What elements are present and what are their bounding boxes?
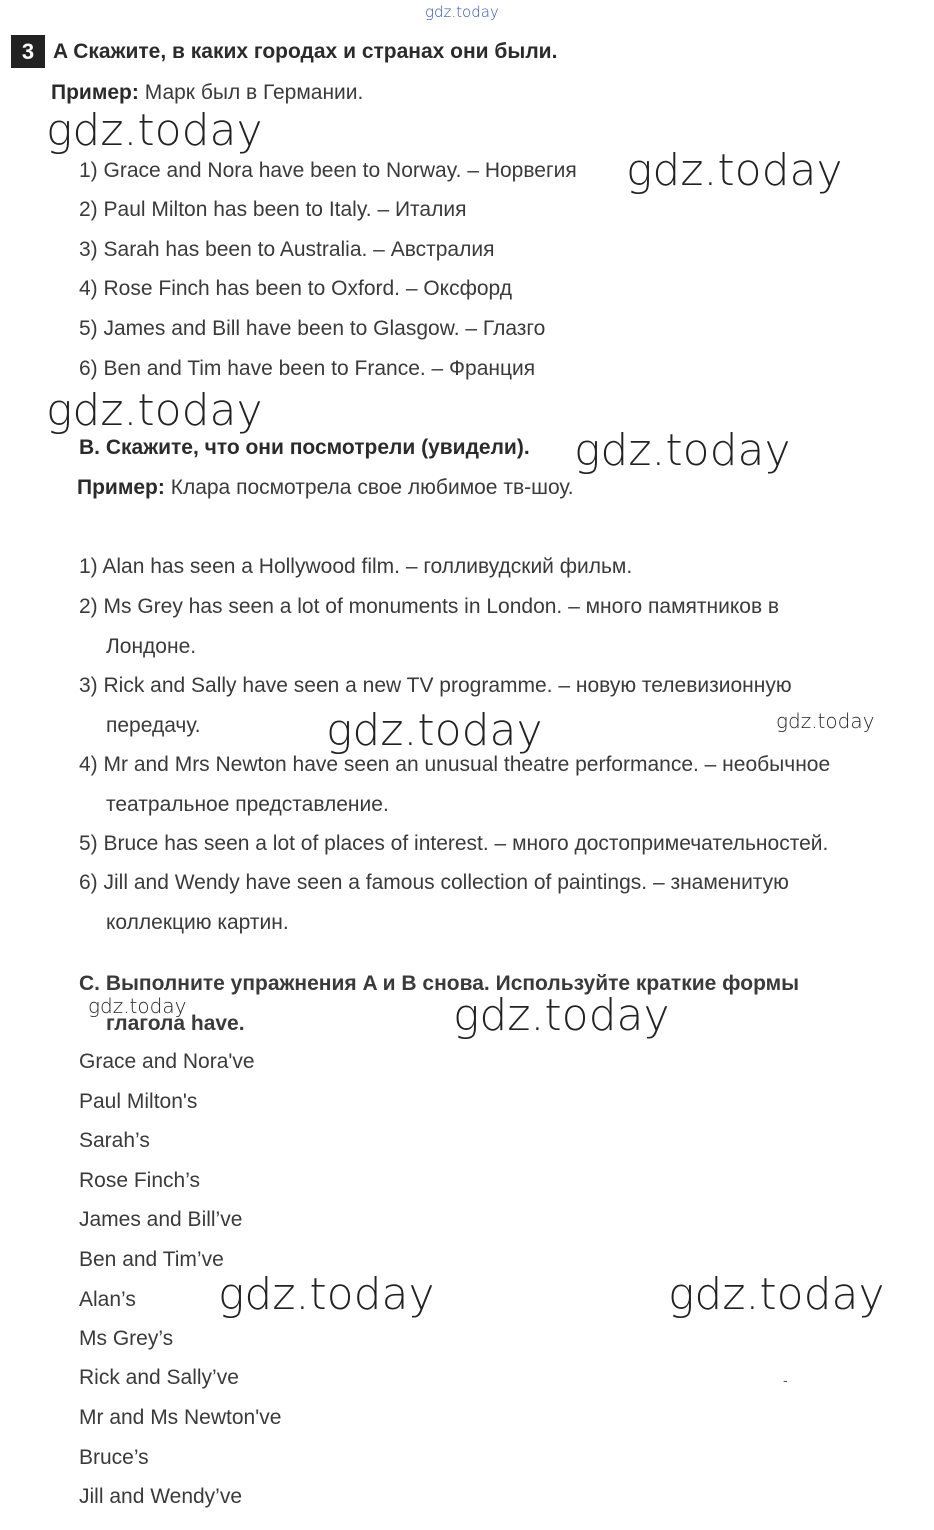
example-text: Клара посмотрела свое любимое тв-шоу. [164, 476, 574, 499]
part-b-item [79, 824, 918, 864]
part-b-item-continuation: театральное представление. [106, 792, 389, 816]
part-a-item: 5) James and Bill have been to Glasgow. – Глазго [79, 317, 546, 340]
part-b-item-line: 2) Ms Grey has seen a lot of monuments in London. – много памятников в [79, 595, 780, 618]
part-c-title-line1: C. Выполните упражнения A и B снова. Используйте краткие формы [79, 972, 800, 995]
part-c-item: Rick and Sally’ve [79, 1366, 239, 1389]
watermark-top: gdz.today [425, 3, 499, 21]
watermark: gdz.today [326, 705, 543, 756]
stray-mark: - [783, 1372, 788, 1388]
part-b-item-continuation: коллекцию картин. [106, 910, 289, 934]
part-b-item-line: 4) Mr and Mrs Newton have seen an unusual theatre performance. – необычное [79, 753, 831, 776]
part-c-item: James and Bill’ve [79, 1208, 243, 1231]
part-c-item: Ben and Tim’ve [79, 1248, 224, 1271]
watermark: gdz.today [46, 385, 263, 436]
watermark: gdz.today [626, 145, 843, 196]
part-a-example [51, 80, 363, 106]
part-c-title-line2: глагола have. [106, 1011, 245, 1035]
watermark: gdz.today [218, 1269, 435, 1320]
example-text: Марк был в Германии. [138, 81, 364, 104]
part-a-item: 3) Sarah has been to Australia. – Австралия [79, 238, 495, 261]
watermark: gdz.today [668, 1269, 885, 1320]
part-b-item [79, 863, 918, 942]
part-c-item: Mr and Ms Newton've [79, 1406, 282, 1429]
part-b-item-line: 5) Bruce has seen a lot of places of interest. – много достопримечательностей. [79, 832, 829, 855]
watermark: gdz.today [88, 994, 187, 1018]
part-b-item [79, 745, 918, 824]
part-a-item: 2) Paul Milton has been to Italy. – Италия [79, 198, 467, 221]
part-a-title: A Скажите, в каких городах и странах они были. [53, 40, 558, 63]
part-b-title: B. Скажите, что они посмотрели (увидели). [79, 436, 530, 459]
part-b-item [79, 587, 918, 666]
part-b-item-continuation: Лондоне. [106, 634, 197, 658]
example-label: Пример: [51, 81, 139, 104]
part-c-item: Bruce’s [79, 1446, 149, 1469]
watermark: gdz.today [776, 709, 875, 733]
part-b-item-continuation: передачу. [106, 713, 201, 737]
part-b-example [77, 475, 574, 501]
part-c-item: Paul Milton's [79, 1090, 198, 1113]
watermark: gdz.today [46, 105, 263, 156]
part-c-item: Ms Grey’s [79, 1327, 174, 1350]
part-c-item: Sarah’s [79, 1129, 150, 1152]
watermark: gdz.today [453, 990, 670, 1041]
part-b-item-line: 6) Jill and Wendy have seen a famous collection of paintings. – знаменитую [79, 871, 789, 894]
part-b-item-line: 1) Alan has seen a Hollywood film. – голливудский фильм. [79, 555, 633, 578]
part-a-item: 4) Rose Finch has been to Oxford. – Оксфорд [79, 277, 513, 300]
part-b-item [79, 547, 918, 587]
part-b-item-line: 3) Rick and Sally have seen a new TV programme. – новую телевизионную [79, 674, 792, 697]
part-c-item: Grace and Nora've [79, 1050, 255, 1073]
exercise-number-badge: 3 [11, 35, 45, 68]
part-c-item: Rose Finch’s [79, 1169, 200, 1192]
example-label: Пример: [77, 476, 165, 499]
part-c-item: Alan’s [79, 1288, 136, 1311]
watermark: gdz.today [574, 425, 791, 476]
part-a-item: 6) Ben and Tim have been to France. – Франция [79, 357, 536, 380]
part-c-item: Jill and Wendy’ve [79, 1485, 243, 1508]
part-a-item: 1) Grace and Nora have been to Norway. – Норвегия [79, 159, 577, 182]
